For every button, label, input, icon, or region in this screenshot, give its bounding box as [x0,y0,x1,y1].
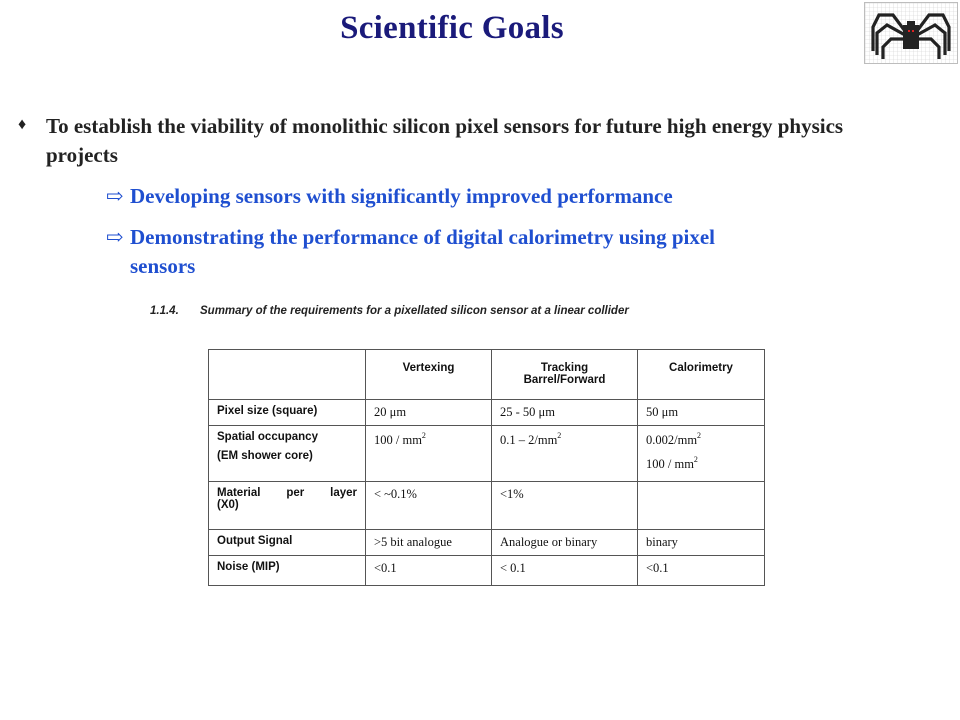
row-label-word: layer [330,487,357,499]
main-bullet-text: To establish the viability of monolithic silicon pixel sensors for future high energy physics projects [46,114,844,167]
cell-value: 0.002/mm [646,433,698,447]
cell-vertexing: <0.1 [366,556,492,586]
row-label-word: per [286,487,305,499]
cell-calorimetry: binary [638,530,765,556]
row-label [209,482,366,530]
arrow-icon: ⇨ [106,184,124,208]
sub-bullet-2 [106,223,886,281]
cell-calorimetry [638,482,765,530]
table-row [209,400,765,426]
sub-bullet-text: Developing sensors with significantly improved performance [130,184,673,208]
cell-superscript: 2 [693,455,698,464]
caption-text: Summary of the requirements for a pixellated silicon sensor at a linear collider [200,305,629,317]
cell-tracking: <1% [492,482,638,530]
cell-tracking: 25 - 50 μm [492,400,638,426]
arrow-icon: ⇨ [106,225,124,249]
main-bullet [18,112,878,170]
row-label-line1 [217,487,357,499]
cell-tracking: Analogue or binary [492,530,638,556]
slide-title: Scientific Goals [340,10,564,46]
requirements-table [208,349,765,586]
cell-tracking [492,426,638,482]
table-row [209,530,765,556]
sub-bullet-1 [106,182,886,211]
cell-value: 0.1 – 2/mm [500,433,558,447]
header-tracking-line1: Tracking [540,362,589,374]
header-tracking-line2: Barrel/Forward [523,374,606,386]
spider-logo-icon [864,2,958,64]
row-label: Pixel size (square) [209,400,366,426]
row-label-line2: (X0) [217,499,239,511]
row-label-word: Material [217,487,261,499]
row-label: Noise (MIP) [209,556,366,586]
cell-superscript: 2 [557,431,562,440]
cell-vertexing: 20 μm [366,400,492,426]
table-crop-mask [200,596,780,626]
row-label-line1: Spatial occupancy [217,431,318,443]
cell-vertexing: >5 bit analogue [366,530,492,556]
table-row [209,426,765,482]
table-header-row [209,350,765,400]
cell-calorimetry: 50 μm [638,400,765,426]
cell-vertexing [366,426,492,482]
header-vertexing: Vertexing [366,350,492,400]
cell-superscript: 2 [421,431,426,440]
caption-number: 1.1.4. [150,305,179,317]
cell-calorimetry: <0.1 [638,556,765,586]
bullet-diamond-icon: ♦ [18,116,27,133]
header-calorimetry: Calorimetry [638,350,765,400]
cell-value: 100 / mm [374,433,422,447]
table-caption [150,305,629,317]
row-label-line2: (EM shower core) [217,450,313,462]
table-row [209,482,765,530]
cell-superscript: 2 [697,431,702,440]
table-row [209,556,765,586]
row-label [209,426,366,482]
sub-bullet-text: Demonstrating the performance of digital calorimetry using pixel [130,225,715,249]
cell-value: 100 / mm [646,457,694,471]
row-label: Output Signal [209,530,366,556]
header-tracking [492,350,638,400]
cell-calorimetry [638,426,765,482]
cell-vertexing: < ~0.1% [366,482,492,530]
sub-bullet-text-cont: sensors [130,254,196,278]
cell-value-line2 [646,455,756,472]
cell-tracking: < 0.1 [492,556,638,586]
header-empty [209,350,366,400]
